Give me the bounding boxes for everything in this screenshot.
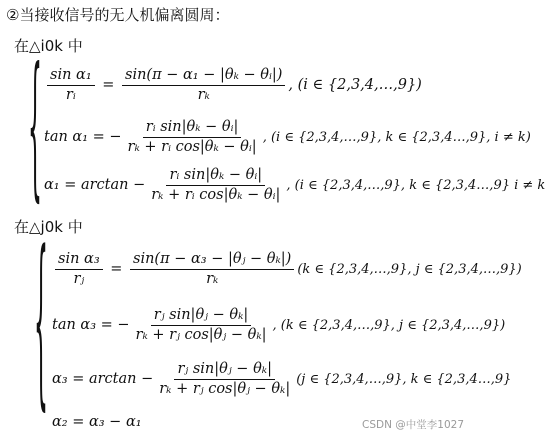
eq2-condition: , (i ∈ {2,3,4,…,9}, k ∈ {2,3,4…,9}, i ≠ k) — [262, 129, 531, 145]
eq3-fraction — [148, 167, 283, 204]
section2-eq1 — [52, 246, 522, 292]
eq4-rhs-denominator: rₖ — [206, 270, 219, 287]
eq5-condition: , (k ∈ {2,3,4,…,9}, j ∈ {2,3,4,…,9}) — [272, 317, 506, 333]
eq5-denominator: rₖ + rⱼ cos|θⱼ − θₖ| — [135, 326, 267, 343]
eq2-lhs: tan α₁ = − — [44, 129, 122, 145]
eq4-lhs-denominator: rⱼ — [73, 270, 85, 287]
eq3-numerator: rᵢ sin|θₖ − θᵢ| — [166, 167, 265, 186]
eq2-numerator: rᵢ sin|θₖ − θᵢ| — [143, 119, 242, 138]
eq3-condition: , (i ∈ {2,3,4,…,9}, k ∈ {2,3,4…,9} i ≠ k — [286, 177, 545, 193]
section1-eq3 — [44, 162, 545, 208]
eq7-text: α₂ = α₃ − α₁ — [52, 414, 142, 430]
eq5-fraction — [133, 307, 270, 344]
eq3-denominator: rₖ + rᵢ cos|θₖ − θᵢ| — [151, 186, 281, 203]
eq6-fraction — [156, 361, 293, 398]
eq5-numerator: rⱼ sin|θⱼ − θₖ| — [151, 307, 252, 326]
eq3-lhs: α₁ = arctan − — [44, 177, 146, 193]
eq6-lhs: α₃ = arctan − — [52, 371, 154, 387]
section1-eq1 — [44, 62, 422, 108]
eq6-condition: (j ∈ {2,3,4,…,9}, k ∈ {2,3,4…,9} — [296, 371, 512, 387]
eq6-numerator: rⱼ sin|θⱼ − θₖ| — [174, 361, 275, 380]
eq1-condition: , (i ∈ {2,3,4,…,9}) — [288, 77, 422, 93]
eq2-fraction — [125, 119, 260, 156]
section2-heading: 在△j0k 中 — [14, 218, 83, 236]
eq5-lhs: tan α₃ = − — [52, 317, 130, 333]
eq1-lhs-fraction — [47, 67, 95, 104]
eq6-denominator: rₖ + rⱼ cos|θⱼ − θₖ| — [159, 380, 291, 397]
watermark: CSDN @中堂李1027 — [362, 419, 464, 431]
section1-eq2 — [44, 114, 531, 160]
eq1-lhs-denominator: rᵢ — [65, 86, 76, 103]
eq1-rhs-numerator: sin(π − α₁ − |θₖ − θᵢ|) — [122, 67, 285, 86]
eq1-equals: = — [97, 77, 120, 93]
eq4-condition: (k ∈ {2,3,4,…,9}, j ∈ {2,3,4,…,9}) — [297, 261, 522, 277]
eq2-denominator: rₖ + rᵢ cos|θₖ − θᵢ| — [127, 138, 257, 155]
eq4-equals: = — [105, 261, 128, 277]
eq1-rhs-fraction — [122, 67, 285, 104]
section2-eq3 — [52, 356, 511, 402]
section1-heading: 在△i0k 中 — [14, 37, 83, 55]
eq4-rhs-fraction — [130, 251, 294, 288]
section2-brace: { — [34, 223, 48, 434]
eq1-rhs-denominator: rₖ — [197, 86, 210, 103]
section1-brace: { — [28, 43, 42, 222]
section-title: ②当接收信号的无人机偏离圆周： — [6, 6, 230, 24]
section2-eq2 — [52, 302, 505, 348]
eq1-lhs-numerator: sin α₁ — [47, 67, 95, 86]
eq4-lhs-numerator: sin α₃ — [55, 251, 103, 270]
section2-eq4 — [52, 410, 142, 434]
eq4-lhs-fraction — [55, 251, 103, 288]
eq4-rhs-numerator: sin(π − α₃ − |θⱼ − θₖ|) — [130, 251, 294, 270]
